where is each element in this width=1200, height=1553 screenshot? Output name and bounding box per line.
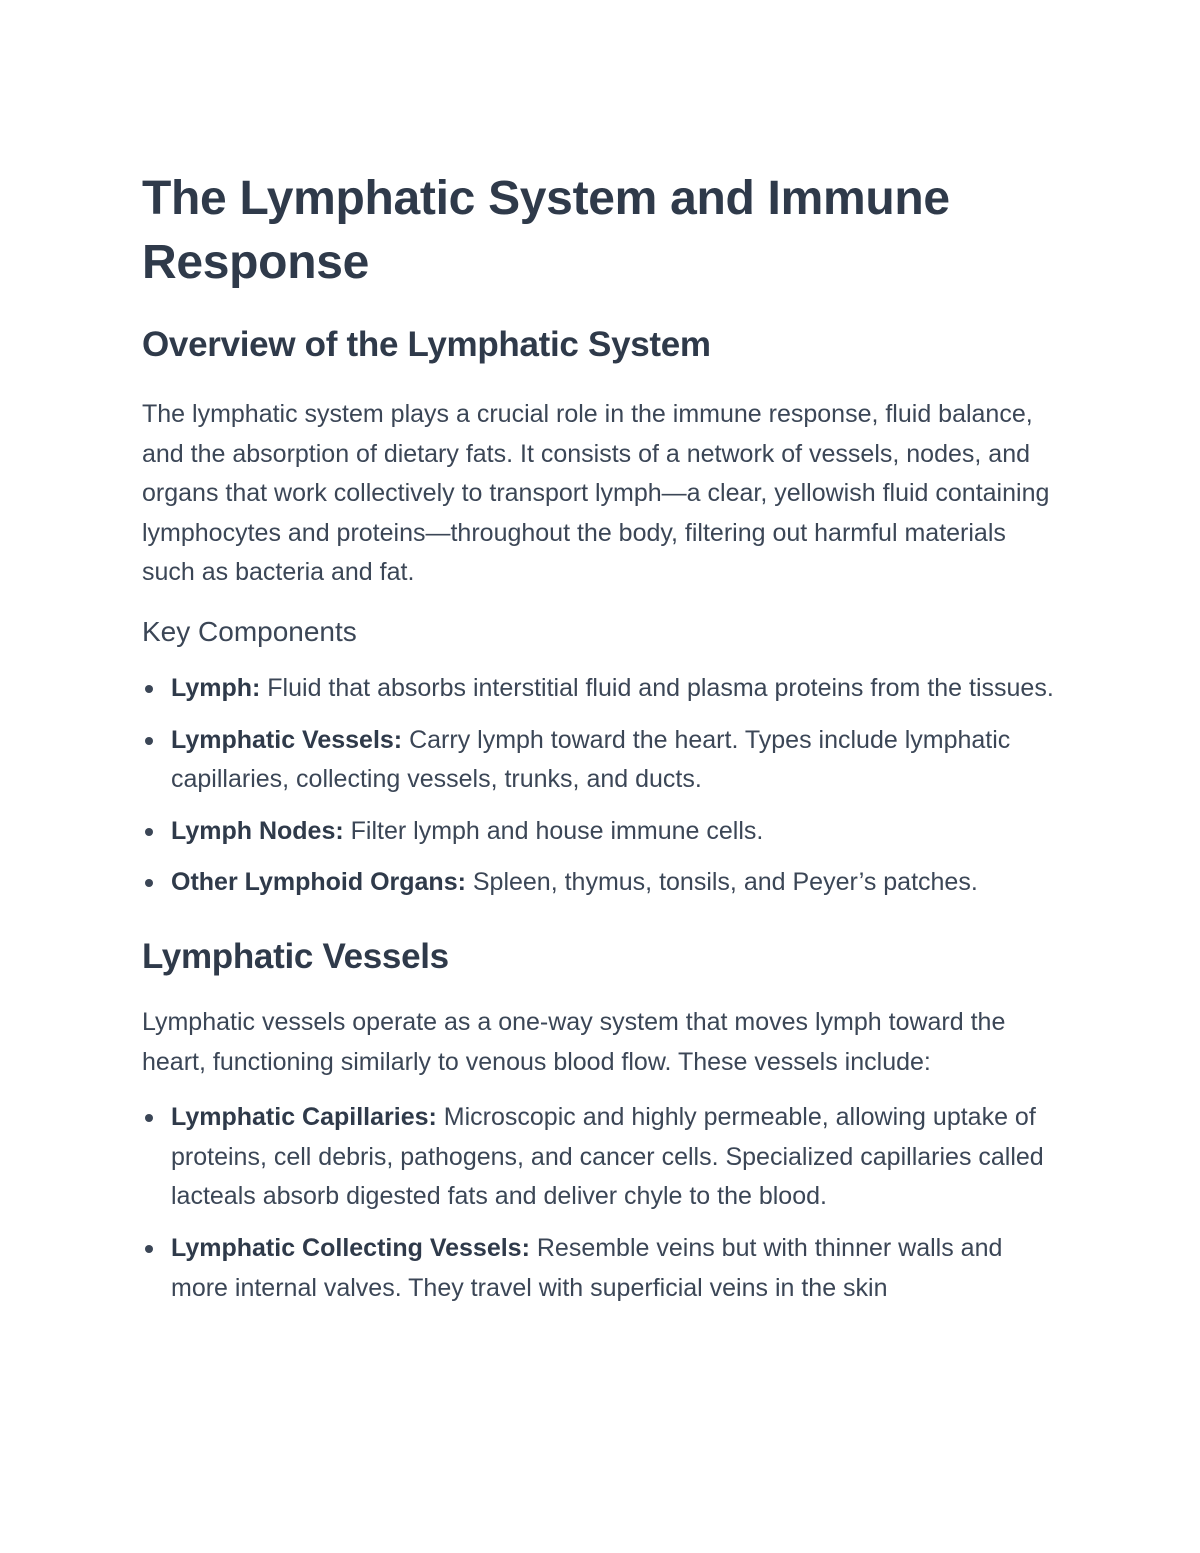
list-item <box>142 812 1064 852</box>
list-item <box>142 669 1064 709</box>
list-item <box>142 863 1064 903</box>
list-item-text: Filter lymph and house immune cells. <box>343 816 764 845</box>
list-item-term: Lymphatic Capillaries: <box>171 1103 437 1132</box>
vessel-types-list <box>142 1098 1064 1308</box>
list-item-text: Resemble veins but with thinner walls and more internal valves. They travel with superficial veins in the skin <box>171 1233 1003 1302</box>
subheading-key-components: Key Components <box>142 615 357 647</box>
list-item-text: Spleen, thymus, tonsils, and Peyer’s patches. <box>465 868 978 897</box>
vessels-paragraph: Lymphatic vessels operate as a one-way system that moves lymph toward the heart, functioning similarly to venous blood flow. These vessels include: <box>142 1007 1006 1076</box>
bullet-icon <box>145 879 153 887</box>
page-title: The Lymphatic System and Immune Response <box>142 172 950 289</box>
bullet-icon <box>145 685 153 693</box>
list-item <box>142 721 1064 800</box>
bullet-icon <box>145 828 153 836</box>
list-item-text: Carry lymph toward the heart. Types include lymphatic capillaries, collecting vessels, trunks, and ducts. <box>171 725 1011 794</box>
list-item <box>142 1098 1064 1217</box>
list-item-text: Microscopic and highly permeable, allowing uptake of proteins, cell debris, pathogens, and cancer cells. Specialized capillaries called lacteals absorb digested fats and deliver chyle to the blood. <box>171 1103 1044 1211</box>
list-item-term: Lymph Nodes: <box>171 816 344 845</box>
key-components-list <box>142 669 1064 903</box>
bullet-icon <box>145 737 153 745</box>
list-item-term: Lymphatic Vessels: <box>171 725 403 754</box>
bullet-icon <box>145 1114 153 1122</box>
list-item-term: Lymphatic Collecting Vessels: <box>171 1233 530 1262</box>
section-heading-lymphatic-vessels: Lymphatic Vessels <box>142 936 449 976</box>
list-item-term: Lymph: <box>171 673 261 702</box>
bullet-icon <box>145 1245 153 1253</box>
list-item <box>142 1229 1064 1308</box>
list-item-text: Fluid that absorbs interstitial fluid and plasma proteins from the tissues. <box>260 673 1054 702</box>
list-item-term: Other Lymphoid Organs: <box>171 868 466 897</box>
overview-paragraph: The lymphatic system plays a crucial role in the immune response, fluid balance, and the absorption of dietary fats. It consists of a network of vessels, nodes, and organs that work collectively to transport lymph—a clear, yellowish fluid containing lymphocytes and proteins—throughout the body, filtering out harmful materials such as bacteria and fat. <box>142 400 1050 587</box>
section-heading-overview: Overview of the Lymphatic System <box>142 325 711 364</box>
